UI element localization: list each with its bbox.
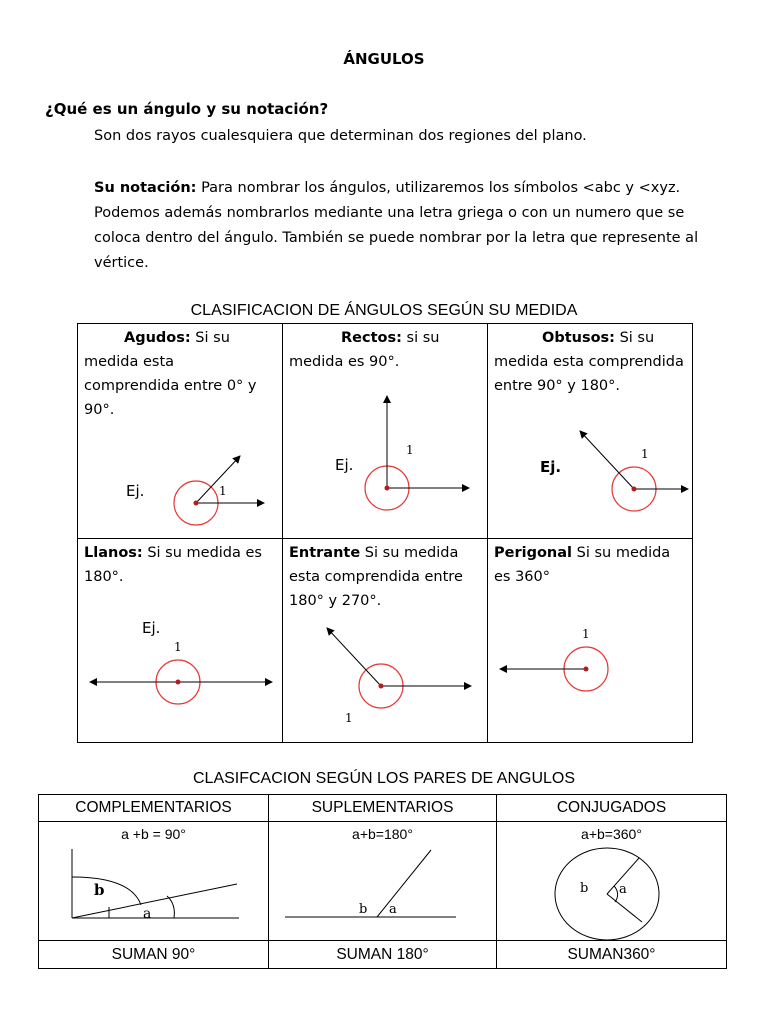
formula-suplementarios: a+b=180° bbox=[352, 826, 413, 842]
cell-obtusos bbox=[488, 324, 693, 539]
pairs-classification-table bbox=[38, 794, 727, 969]
example-label: Ej. bbox=[126, 482, 145, 500]
entrante-desc: Si su medida esta comprendida entre 180° y 270°. bbox=[289, 545, 463, 609]
angle-label: 1 bbox=[406, 443, 414, 457]
angle-label: 1 bbox=[345, 711, 353, 725]
cell-perigonal bbox=[488, 539, 693, 743]
cell-agudos bbox=[78, 324, 283, 539]
obtusos-label: Obtusos: bbox=[542, 330, 615, 346]
label-a: a bbox=[389, 902, 397, 917]
formula-complementarios: a +b = 90° bbox=[121, 826, 186, 842]
llanos-desc: Si su medida es 180°. bbox=[84, 545, 262, 585]
straight-angle-diagram bbox=[78, 539, 282, 743]
total-conjugados: SUMAN360° bbox=[497, 941, 727, 969]
full-angle-diagram bbox=[488, 539, 692, 743]
rectos-label: Rectos: bbox=[341, 330, 402, 346]
definition-text: Son dos rayos cualesquiera que determinan dos regiones del plano. bbox=[94, 128, 587, 144]
example-label: Ej. bbox=[540, 458, 562, 476]
total-suplementarios: SUMAN 180° bbox=[269, 941, 497, 969]
header-suplementarios: SUPLEMENTARIOS bbox=[269, 795, 497, 822]
formula-conjugados: a+b=360° bbox=[581, 826, 642, 842]
agudos-desc: Si su medida esta comprendida entre 0° y 90°. bbox=[84, 330, 257, 418]
example-label: Ej. bbox=[142, 619, 161, 637]
llanos-label: Llanos: bbox=[84, 545, 143, 561]
notation-label: Su notación: bbox=[94, 180, 197, 196]
cell-llanos bbox=[78, 539, 283, 743]
cell-rectos bbox=[283, 324, 488, 539]
question-heading: ¿Qué es un ángulo y su notación? bbox=[45, 100, 329, 118]
agudos-label: Agudos: bbox=[124, 330, 191, 346]
cell-complementarios bbox=[39, 822, 269, 941]
notation-paragraph bbox=[94, 176, 734, 276]
angle-label: 1 bbox=[582, 627, 590, 641]
right-angle-diagram bbox=[283, 324, 487, 539]
label-a: a bbox=[619, 882, 627, 897]
conjugate-diagram bbox=[497, 822, 726, 941]
page-title: ÁNGULOS bbox=[343, 50, 425, 68]
header-complementarios: COMPLEMENTARIOS bbox=[39, 795, 269, 822]
label-b: b bbox=[580, 881, 589, 896]
perigonal-desc: Si su medida es 360° bbox=[494, 545, 671, 585]
perigonal-label: Perigonal bbox=[494, 545, 573, 561]
notation-text: Para nombrar los ángulos, utilizaremos los símbolos <abc y <xyz. Podemos además nombrarlos mediante una letra griega o con un numero que se coloca dentro del ángulo. También se puede nombrar por la letra que represente al vértice. bbox=[94, 180, 699, 271]
total-complementarios: SUMAN 90° bbox=[39, 941, 269, 969]
angle-label: 1 bbox=[641, 447, 649, 461]
angle-label: 1 bbox=[174, 640, 182, 654]
entrante-label: Entrante bbox=[289, 545, 361, 561]
label-b: b bbox=[94, 881, 105, 899]
table1-caption: CLASIFICACION DE ÁNGULOS SEGÚN SU MEDIDA bbox=[190, 302, 578, 319]
cell-suplementarios bbox=[269, 822, 497, 941]
header-conjugados: CONJUGADOS bbox=[497, 795, 727, 822]
measure-classification-table bbox=[77, 323, 693, 743]
acute-angle-diagram bbox=[78, 324, 282, 539]
angle-label: 1 bbox=[219, 484, 227, 498]
table2-caption: CLASIFCACION SEGÚN LOS PARES DE ANGULOS bbox=[192, 770, 576, 787]
supplementary-diagram bbox=[269, 822, 496, 941]
example-label: Ej. bbox=[335, 456, 354, 474]
obtuse-angle-diagram bbox=[488, 324, 692, 539]
obtusos-desc: Si su medida esta comprendida entre 90° y 180°. bbox=[494, 330, 684, 394]
cell-conjugados bbox=[497, 822, 727, 941]
cell-entrante bbox=[283, 539, 488, 743]
reflex-angle-diagram bbox=[283, 539, 487, 743]
rectos-desc: si su medida es 90°. bbox=[289, 330, 440, 370]
label-a: a bbox=[143, 906, 152, 922]
label-b: b bbox=[359, 902, 368, 917]
complementary-diagram bbox=[39, 822, 268, 941]
